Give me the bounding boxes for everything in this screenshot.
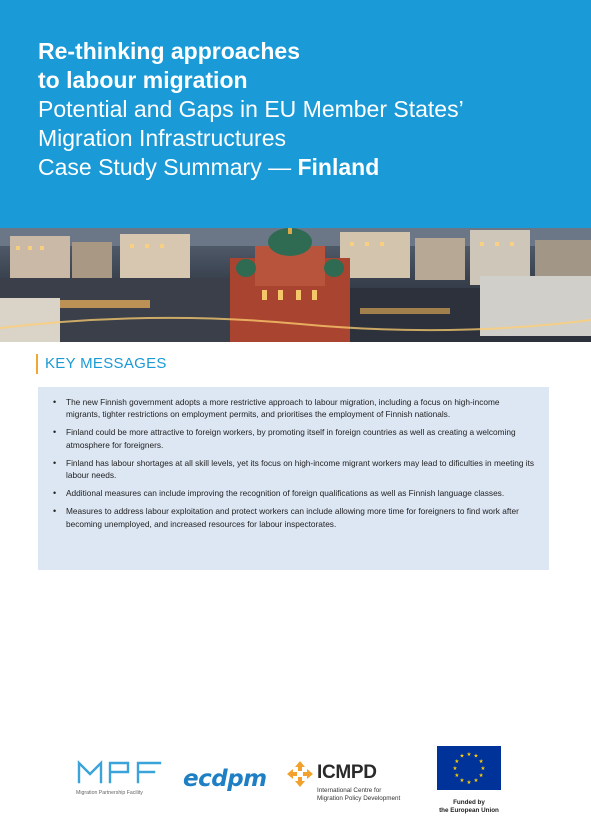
header-banner [0, 0, 591, 228]
icmpd-arrows-icon [286, 760, 314, 788]
document-subtitle [38, 95, 591, 182]
eu-star-icon: ★ [466, 751, 472, 758]
document-title [38, 37, 591, 95]
eu-star-icon: ★ [473, 753, 479, 760]
eu-star-icon: ★ [452, 765, 458, 772]
eu-stars [437, 746, 501, 790]
eu-funding-text [431, 799, 507, 815]
key-messages-list [56, 396, 535, 530]
list-item: • Finland could be more attractive to foreign workers, by promoting itself in foreign countries as well as creating a welcoming atmosphere for foreigners. [56, 426, 535, 450]
eu-star-icon: ★ [459, 753, 465, 760]
title-line: Re-thinking approaches [38, 38, 300, 64]
list-item: • The new Finnish government adopts a more restrictive approach to labour migration, including a focus on high-income migrants, tighter restrictions on employment permits, and prioritises the employment of Finnish nationals. [56, 396, 535, 420]
eu-star-icon: ★ [480, 765, 486, 772]
eu-star-icon: ★ [454, 772, 460, 779]
eu-star-icon: ★ [478, 758, 484, 765]
icmpd-name: ICMPD [317, 762, 377, 783]
mpf-logo-mark [76, 760, 164, 784]
list-item: • Additional measures can include improving the recognition of foreign qualifications as well as Finnish language classes. [56, 487, 535, 499]
key-messages-heading: KEY MESSAGES [36, 354, 167, 374]
subtitle-prefix: Case Study Summary — [38, 154, 298, 180]
helsinki-cityscape-photo [0, 228, 591, 342]
subtitle-line: Migration Infrastructures [38, 125, 286, 151]
footer-logos [0, 740, 591, 837]
subtitle-line [38, 153, 591, 182]
eu-funding-line: the European Union [439, 807, 499, 814]
mpf-logo [76, 760, 166, 796]
country-name: Finland [297, 154, 380, 180]
list-item: • Finland has labour shortages at all skill levels, yet its focus on high-income migrant workers may lead to dificulties in meeting its labour needs. [56, 457, 535, 481]
eu-star-icon: ★ [473, 777, 479, 784]
icmpd-subtitle-line: International Centre for [317, 787, 382, 794]
icmpd-subtitle-line: Migration Policy Development [317, 794, 401, 802]
eu-star-icon: ★ [454, 758, 460, 765]
ecdpm-logo: ecdpm [183, 766, 267, 792]
cityscape-illustration [0, 228, 591, 342]
eu-star-icon: ★ [466, 779, 472, 786]
key-messages-box [38, 387, 549, 570]
icmpd-subtitle [317, 787, 427, 802]
eu-star-icon: ★ [478, 772, 484, 779]
eu-star-icon: ★ [459, 777, 465, 784]
list-item: • Measures to address labour exploitation and protect workers can include allowing more time for foreigners to find work after becoming unemployed, and increased resources for labour inspectorates. [56, 505, 535, 529]
eu-funding-line: Funded by [453, 799, 485, 806]
eu-flag-icon [437, 746, 501, 790]
mpf-name: Migration Partnership Facility [76, 790, 143, 796]
title-line: to labour migration [38, 67, 248, 93]
subtitle-line: Potential and Gaps in EU Member States’ [38, 96, 464, 122]
